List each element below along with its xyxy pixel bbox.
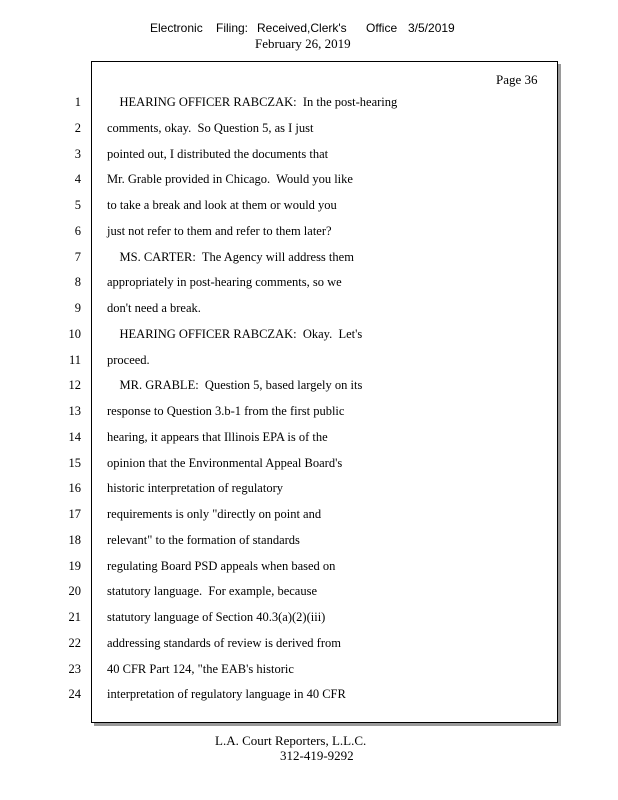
line-number: 12 [68, 378, 81, 393]
court-reporter-company: L.A. Court Reporters, L.L.C. [215, 733, 367, 748]
line-number: 5 [74, 198, 81, 212]
line-number: 21 [68, 610, 81, 624]
line-number: 11 [68, 352, 81, 367]
line-text: don't need a break. [107, 301, 201, 315]
line-text: comments, okay. So Question 5, as I just [107, 120, 314, 135]
stamp-date: 3/5/2019 [408, 21, 455, 35]
filing-stamp [0, 21, 618, 35]
line-text: statutory language. For example, because [107, 584, 317, 599]
line-text: relevant" to the formation of standards [107, 532, 300, 547]
line-number: 13 [68, 404, 81, 418]
transcript-line [0, 378, 618, 396]
transcript-line [0, 559, 618, 577]
transcript-line [0, 121, 618, 139]
transcript-line [0, 404, 618, 422]
line-text: just not refer to them and refer to them later? [107, 223, 332, 238]
line-number: 6 [74, 223, 81, 238]
line-text: historic interpretation of regulatory [107, 481, 283, 496]
line-text: response to Question 3.b-1 from the first public [107, 404, 345, 418]
line-number: 23 [68, 661, 81, 676]
transcript-line [0, 507, 618, 525]
line-text: proceed. [107, 352, 150, 367]
line-number: 18 [68, 532, 81, 547]
transcript-line [0, 327, 618, 345]
transcript-line [0, 430, 618, 448]
hearing-date: February 26, 2019 [255, 36, 351, 51]
line-number: 24 [68, 687, 81, 702]
line-text: appropriately in post-hearing comments, so we [107, 275, 342, 290]
line-text: Mr. Grable provided in Chicago. Would you like [107, 172, 353, 187]
line-number: 17 [68, 507, 81, 521]
transcript-line [0, 198, 618, 216]
line-text: to take a break and look at them or would you [107, 198, 337, 212]
line-text: pointed out, I distributed the documents that [107, 146, 329, 161]
line-text: HEARING OFFICER RABCZAK: In the post-hearing [107, 95, 398, 109]
transcript-line [0, 610, 618, 628]
line-number: 2 [74, 120, 81, 135]
transcript-line [0, 353, 618, 371]
court-reporter-phone: 312-419-9292 [280, 748, 354, 763]
transcript-line [0, 687, 618, 705]
stamp-filing: Filing: [216, 21, 249, 35]
line-number: 20 [68, 584, 81, 599]
transcript-line [0, 250, 618, 268]
line-text: interpretation of regulatory language in 40 CFR [107, 687, 346, 702]
line-number: 16 [68, 481, 81, 496]
stamp-office: Office [366, 21, 398, 35]
stamp-electronic: Electronic [150, 21, 203, 35]
line-text: HEARING OFFICER RABCZAK: Okay. Let's [107, 326, 363, 341]
line-number: 14 [68, 429, 81, 444]
line-text: regulating Board PSD appeals when based on [107, 558, 336, 573]
line-number: 9 [74, 301, 81, 315]
line-number: 15 [68, 455, 81, 470]
line-number: 10 [68, 326, 81, 341]
transcript-line [0, 275, 618, 293]
transcript-line [0, 584, 618, 602]
transcript-line [0, 456, 618, 474]
page-number: Page 36 [496, 72, 538, 87]
line-text: MR. GRABLE: Question 5, based largely on its [107, 378, 363, 393]
transcript-line [0, 301, 618, 319]
line-number: 1 [74, 95, 81, 109]
line-number: 22 [68, 635, 81, 650]
stamp-received-clerks: Received,Clerk's [257, 21, 347, 35]
line-text: addressing standards of review is derived from [107, 635, 341, 650]
line-text: 40 CFR Part 124, "the EAB's historic [107, 661, 294, 676]
line-number: 7 [74, 249, 81, 264]
transcript-line [0, 147, 618, 165]
transcript-line [0, 636, 618, 654]
line-text: statutory language of Section 40.3(a)(2)(iii) [107, 610, 326, 624]
line-text: hearing, it appears that Illinois EPA is of the [107, 429, 328, 444]
line-text: opinion that the Environmental Appeal Board's [107, 455, 343, 470]
transcript-line [0, 224, 618, 242]
line-number: 19 [68, 558, 81, 573]
transcript-line [0, 95, 618, 113]
line-number: 3 [74, 146, 81, 161]
transcript-line [0, 662, 618, 680]
transcript-line [0, 533, 618, 551]
transcript-line [0, 481, 618, 499]
transcript-line [0, 172, 618, 190]
line-number: 8 [74, 275, 81, 290]
line-text: MS. CARTER: The Agency will address them [107, 249, 354, 264]
line-number: 4 [74, 172, 81, 187]
line-text: requirements is only "directly on point and [107, 507, 322, 521]
